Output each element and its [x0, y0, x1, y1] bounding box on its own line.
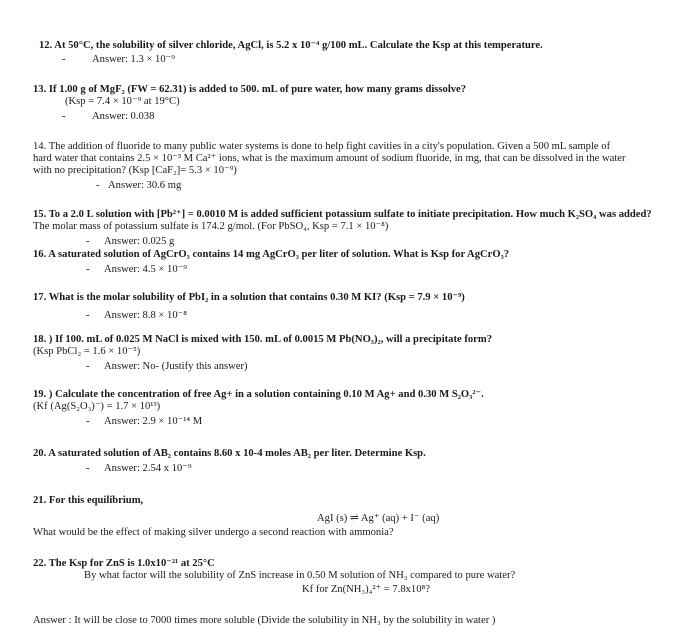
- bullet: -: [62, 53, 66, 65]
- q20-text: 20. A saturated solution of AB₂ contains 8.60 x 10-4 moles AB₂ per liter. Determine Ksp.: [33, 448, 426, 459]
- q15-text-2: The molar mass of potassium sulfate is 174.2 g/mol. (For PbSO₄, Ksp = 7.1 × 10⁻⁸): [33, 221, 389, 232]
- q18-ksp: (Ksp PbCl₂ = 1.6 × 10⁻⁵): [33, 346, 141, 357]
- q20-answer: Answer: 2.54 x 10⁻⁹: [104, 463, 192, 474]
- q13-answer: Answer: 0.038: [92, 111, 155, 122]
- q19-text: 19. ) Calculate the concentration of free Ag+ in a solution containing 0.10 M Ag+ and 0.30 M S₂O₃²⁻.: [33, 389, 484, 400]
- bullet: -: [86, 462, 90, 474]
- q14-text-2: hard water that contains 2.5 × 10⁻³ M Ca²⁺ ions, what is the maximum amount of sodium fluoride, in mg, that can be dissolved in the water: [33, 153, 626, 164]
- bullet: -: [86, 309, 90, 321]
- q17-answer: Answer: 8.8 × 10⁻⁸: [104, 310, 187, 321]
- q19-answer: Answer: 2.9 × 10⁻¹⁴ M: [104, 416, 203, 427]
- q21-equation: AgI (s) ⇌ Ag⁺ (aq) + I⁻ (aq): [317, 513, 440, 524]
- q12-text: 12. At 50°C, the solubility of silver chloride, AgCl, is 5.2 x 10⁻⁴ g/100 mL. Calculate the Ksp at this temperature.: [39, 40, 543, 51]
- q16-text: 16. A saturated solution of AgCrO₃ contains 14 mg AgCrO₃ per liter of solution. What is Ksp for AgCrO₃?: [33, 249, 510, 260]
- q15-text-1: 15. To a 2.0 L solution with [Pb²⁺] = 0.0010 M is added sufficient potassium sulfate to initiate precipitation. How much K₂SO₄ was added?: [33, 209, 652, 220]
- q14-answer: Answer: 30.6 mg: [108, 180, 182, 191]
- bullet: -: [96, 179, 100, 191]
- q13-ksp: (Ksp = 7.4 × 10⁻⁹ at 19°C): [65, 96, 180, 107]
- q22-kf: Kf for Zn(NH₃)₄²⁺ = 7.8x10⁸?: [302, 584, 430, 595]
- q18-answer: Answer: No- (Justify this answer): [104, 361, 248, 372]
- q18-text: 18. ) If 100. mL of 0.025 M NaCl is mixed with 150. mL of 0.0015 M Pb(NO₃)₂, will a precipitate form?: [33, 334, 492, 345]
- q22-text-2: By what factor will the solubility of ZnS increase in 0.50 M solution of NH₃ compared to pure water?: [84, 570, 516, 581]
- q15-answer: Answer: 0.025 g: [104, 236, 175, 247]
- bullet: -: [86, 263, 90, 275]
- q21-text: 21. For this equilibrium,: [33, 495, 144, 506]
- q22-text-1: 22. The Ksp for ZnS is 1.0x10⁻²¹ at 25°C: [33, 558, 215, 569]
- bullet: -: [62, 110, 66, 122]
- q17-text: 17. What is the molar solubility of PbI₂ in a solution that contains 0.30 M KI? (Ksp = 7.9 × 10⁻⁹): [33, 292, 465, 303]
- bullet: -: [86, 235, 90, 247]
- q22-answer: Answer : It will be close to 7000 times more soluble (Divide the solubility in NH₃ by the solubility in water ): [33, 615, 496, 626]
- q14-text-1: 14. The addition of fluoride to many public water systems is done to help fight cavities in a city's population. Given a 500 mL sample of: [33, 141, 611, 152]
- q16-answer: Answer: 4.5 × 10⁻⁹: [104, 264, 187, 275]
- q14-text-3: with no precipitation? (Ksp [CaF₂]= 5.3 × 10⁻⁹): [33, 165, 237, 176]
- q21-question: What would be the effect of making silver undergo a second reaction with ammonia?: [33, 527, 394, 538]
- q12-answer: Answer: 1.3 × 10⁻⁹: [92, 54, 175, 65]
- bullet: -: [86, 360, 90, 372]
- bullet: -: [86, 415, 90, 427]
- q19-kf: (Kf (Ag(S₂O₃)⁻) = 1.7 × 10¹³): [33, 401, 161, 412]
- q13-text: 13. If 1.00 g of MgF₂ (FW = 62.31) is added to 500. mL of pure water, how many grams dissolve?: [33, 84, 467, 95]
